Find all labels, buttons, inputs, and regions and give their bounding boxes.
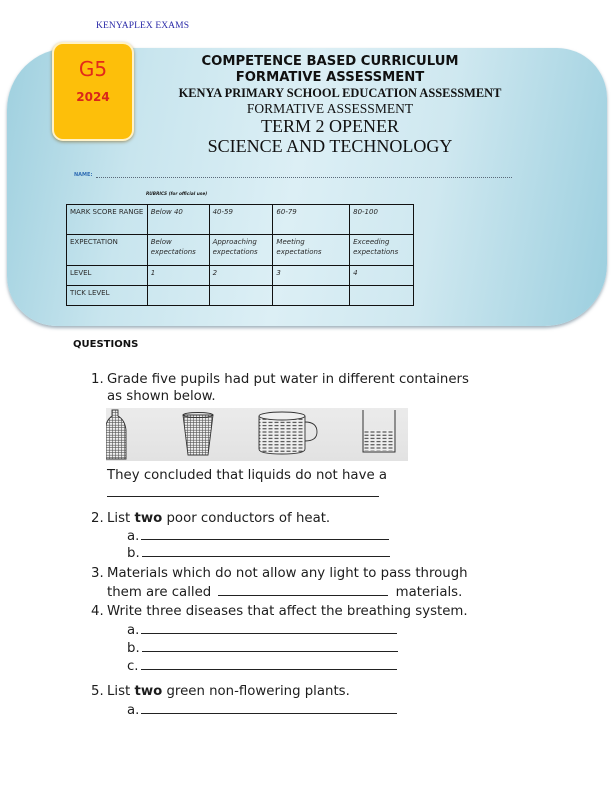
tick-cell[interactable] [273, 286, 350, 306]
rubrics-caption: RUBRICS (for official use) [146, 192, 208, 197]
question-text: Write three diseases that affect the breathing system. [107, 604, 468, 619]
question-2 [91, 511, 330, 527]
sub-label: a. [127, 623, 140, 638]
answer-4c[interactable] [127, 657, 397, 675]
sub-label: b. [127, 546, 140, 561]
brand-header: KENYAPLEX EXAMS [96, 21, 190, 31]
glass-icon [183, 413, 213, 456]
question-1-line2: as shown below. [107, 389, 216, 404]
table-cell: Exceeding expectations [350, 235, 414, 266]
table-cell: Below 40 [147, 205, 209, 235]
name-label: NAME: [74, 172, 93, 178]
answer-blank[interactable] [141, 527, 389, 540]
table-cell: 80-100 [350, 205, 414, 235]
containers-illustration [106, 408, 408, 461]
mug-icon [259, 412, 317, 454]
answer-4a[interactable] [127, 621, 397, 639]
question-5 [91, 684, 350, 700]
question-number: 3. [91, 566, 104, 581]
table-cell: Below expectations [147, 235, 209, 266]
title-curriculum: COMPETENCE BASED CURRICULUM [201, 54, 459, 69]
question-number: 5. [91, 684, 104, 699]
title-formative: FORMATIVE ASSESSMENT [235, 70, 425, 85]
answer-line-1[interactable] [107, 484, 379, 502]
question-1-follow-up: They concluded that liquids do not have a [107, 468, 388, 483]
rubric-table [66, 204, 414, 306]
row-label: LEVEL [67, 266, 148, 286]
table-row [67, 235, 414, 266]
question-3-line2 [107, 583, 462, 601]
question-text: Materials which do not allow any light to pass through [107, 566, 468, 581]
beaker-icon [363, 410, 395, 452]
name-input-line[interactable] [96, 177, 512, 178]
table-cell: 2 [209, 266, 273, 286]
exam-titles [150, 53, 510, 156]
answer-4b[interactable] [127, 639, 398, 657]
table-cell: 4 [350, 266, 414, 286]
table-cell: Approaching expectations [209, 235, 273, 266]
questions-heading: QUESTIONS [73, 339, 139, 350]
emphasis-text: two [134, 684, 163, 699]
question-1 [91, 372, 469, 388]
row-label: TICK LEVEL [67, 286, 148, 306]
question-text: materials. [395, 585, 463, 600]
table-cell: 3 [273, 266, 350, 286]
question-3 [91, 566, 468, 582]
table-row [67, 205, 414, 235]
answer-blank[interactable] [142, 544, 390, 557]
table-cell: 40-59 [209, 205, 273, 235]
answer-blank[interactable] [107, 484, 379, 497]
question-number: 4. [91, 604, 104, 619]
title-term: TERM 2 OPENER [260, 116, 399, 136]
question-text: them are called [107, 585, 212, 600]
answer-blank[interactable] [141, 657, 397, 670]
sub-label: c. [127, 659, 139, 674]
containers-figure [106, 408, 408, 461]
grade-badge [52, 42, 134, 141]
table-cell: 60-79 [273, 205, 350, 235]
bottle-icon [106, 410, 126, 459]
question-text: green non-flowering plants. [162, 684, 350, 699]
sub-label: b. [127, 641, 140, 656]
answer-blank[interactable] [142, 639, 398, 652]
question-text: List [107, 684, 135, 699]
title-formative-serif: FORMATIVE ASSESSMENT [246, 101, 414, 116]
title-subject: SCIENCE AND TECHNOLOGY [207, 136, 453, 156]
question-text: List [107, 511, 135, 526]
sub-label: a. [127, 529, 140, 544]
table-row [67, 286, 414, 306]
table-cell: 1 [147, 266, 209, 286]
name-field[interactable] [74, 172, 514, 182]
row-label: EXPECTATION [67, 235, 148, 266]
tick-cell[interactable] [209, 286, 273, 306]
title-kpsea: KENYA PRIMARY SCHOOL EDUCATION ASSESSMENT [178, 86, 502, 100]
tick-cell[interactable] [147, 286, 209, 306]
answer-2b[interactable] [127, 544, 390, 562]
sub-label: a. [127, 703, 140, 718]
question-text: poor conductors of heat. [162, 511, 331, 526]
answer-5a[interactable] [127, 701, 397, 719]
question-number: 1. [91, 372, 104, 387]
question-text: Grade five pupils had put water in different containers [107, 372, 469, 387]
tick-cell[interactable] [350, 286, 414, 306]
answer-blank[interactable] [141, 621, 397, 634]
table-cell: Meeting expectations [273, 235, 350, 266]
answer-2a[interactable] [127, 527, 389, 545]
grade-label: G5 [78, 57, 108, 81]
table-row [67, 266, 414, 286]
emphasis-text: two [134, 511, 163, 526]
question-number: 2. [91, 511, 104, 526]
answer-blank[interactable] [218, 583, 388, 596]
year-label: 2024 [76, 90, 110, 104]
answer-blank[interactable] [141, 701, 397, 714]
question-4 [91, 604, 468, 620]
row-label: MARK SCORE RANGE [67, 205, 148, 235]
